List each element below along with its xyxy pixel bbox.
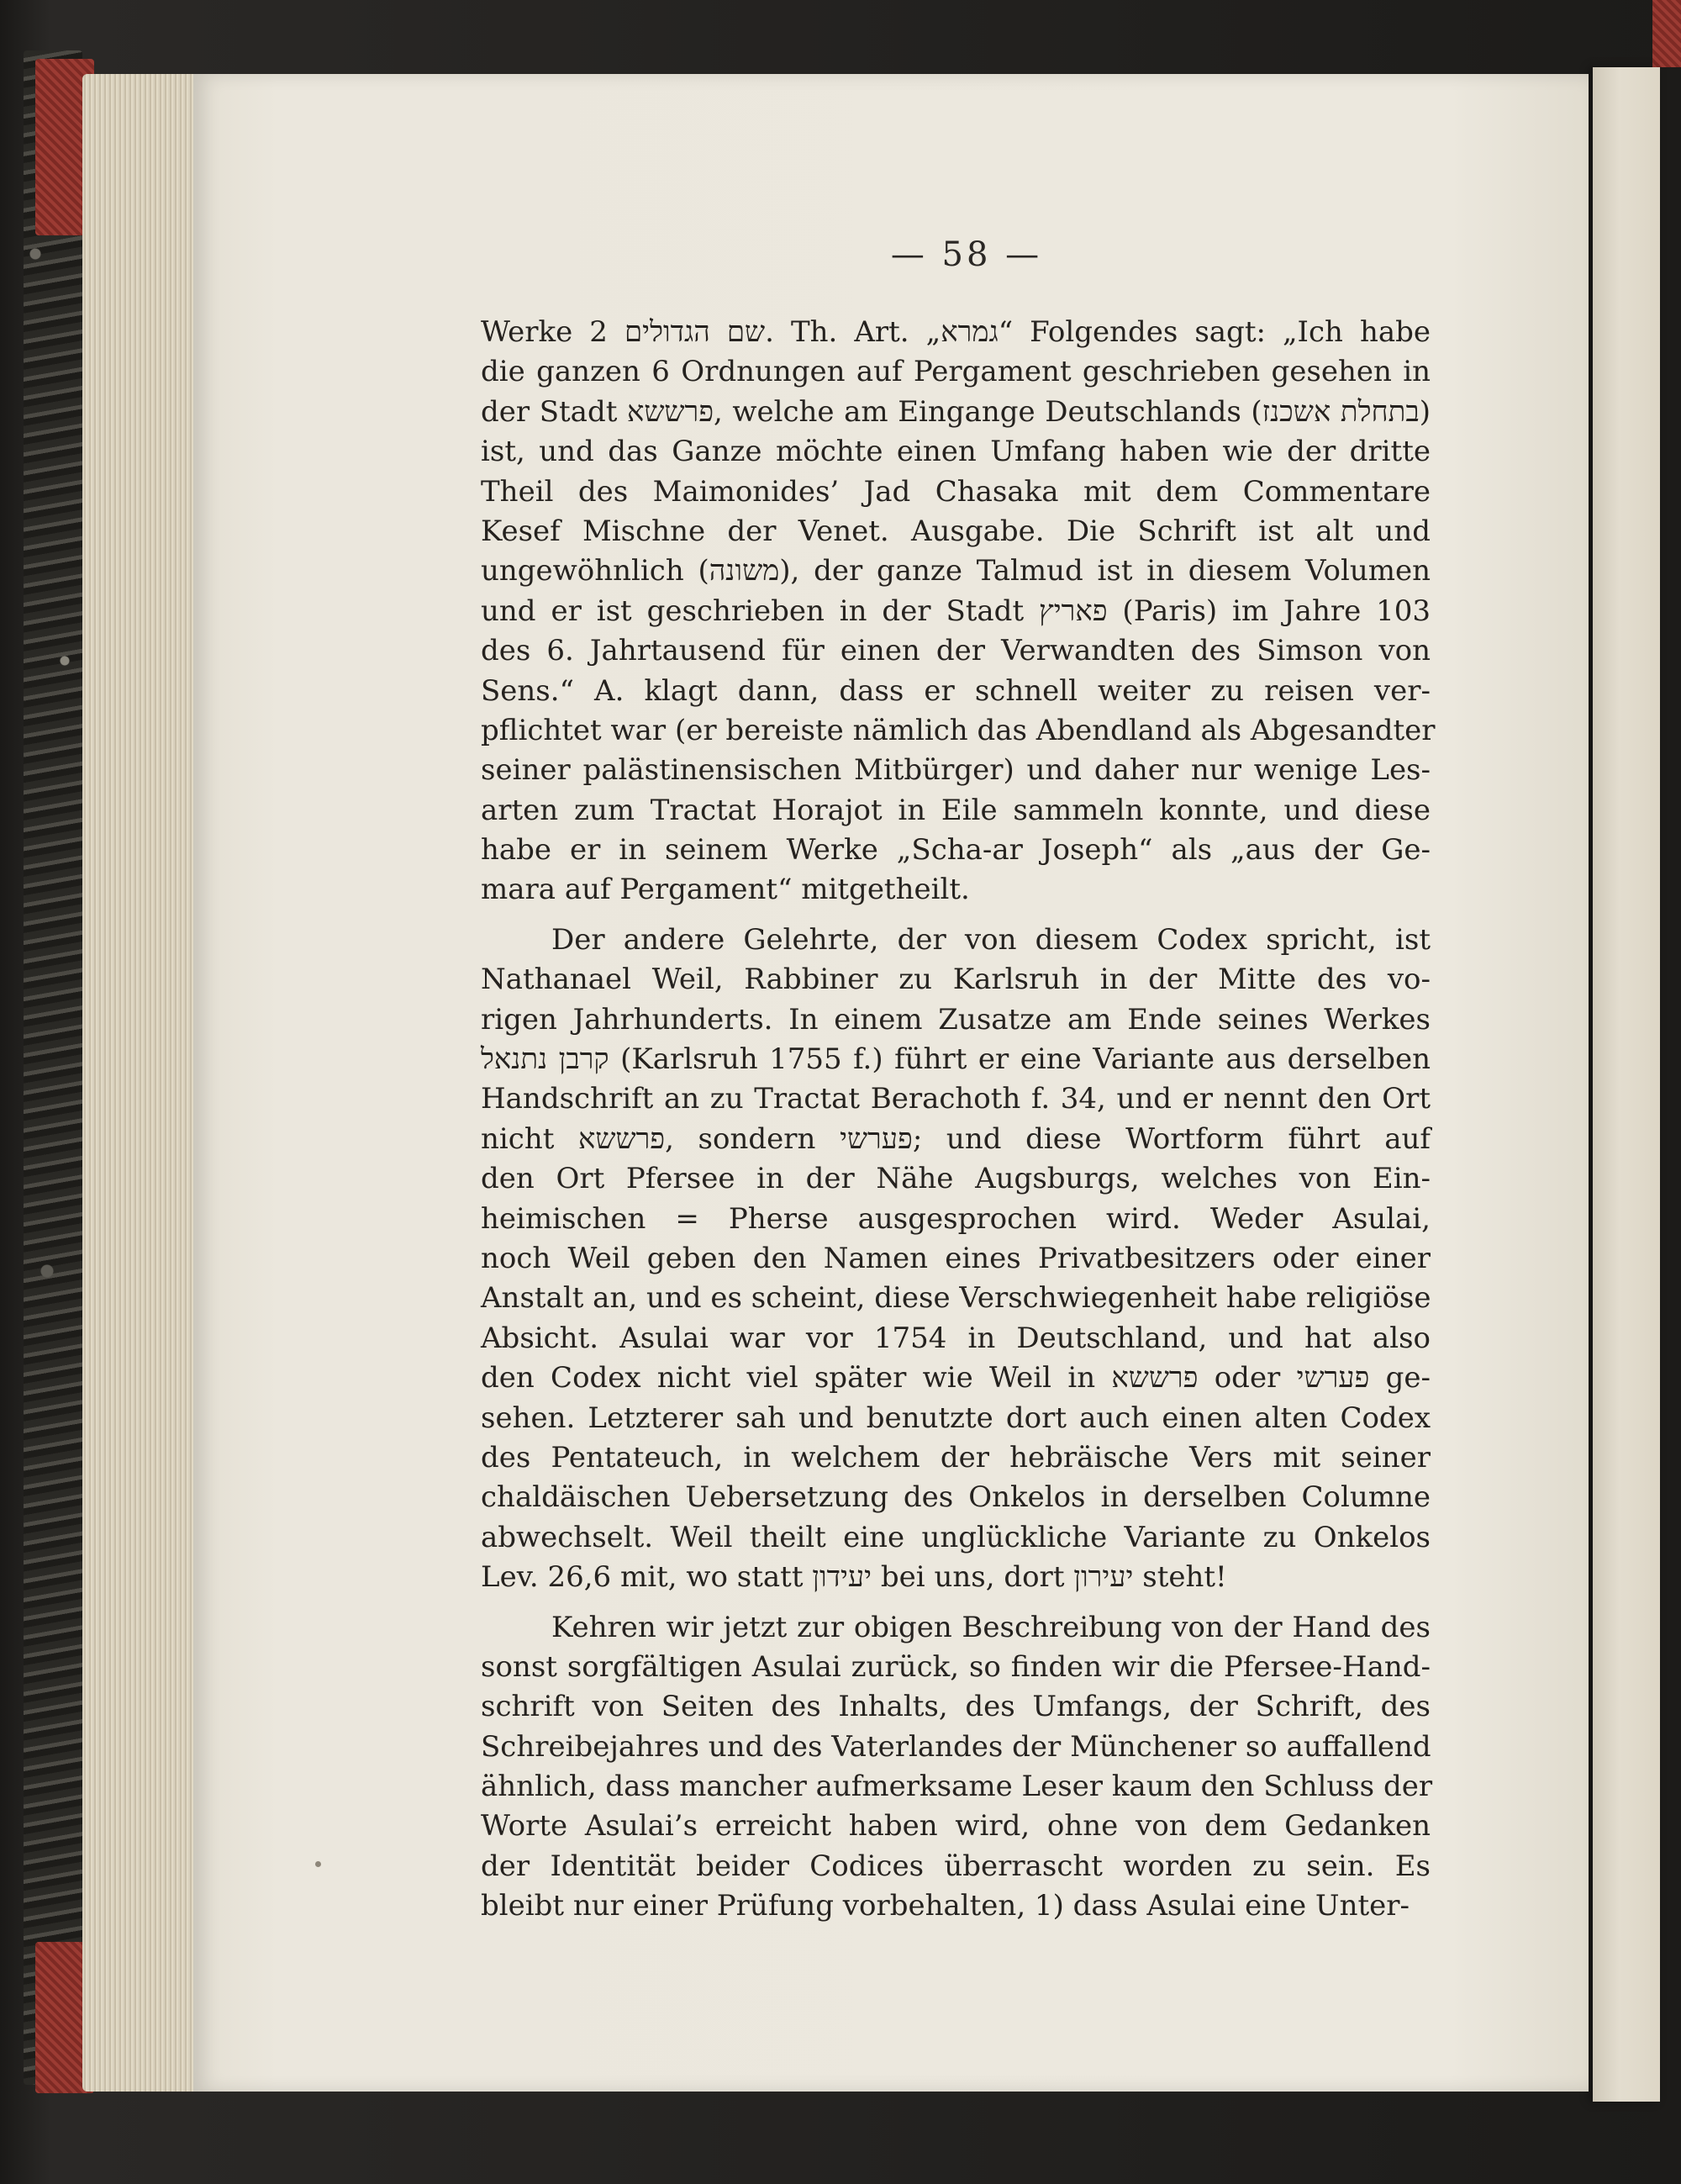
text-line: sehen. Letzterer sah und benutzte dort auch einen alten Codex: [481, 1401, 1431, 1435]
text-line: heimischen = Pherse ausgesprochen wird. Weder Asulai,: [481, 1201, 1431, 1236]
text-line: Sens.“ A. klagt dann, dass er schnell weiter zu reisen ver-: [481, 673, 1431, 708]
body-text: [481, 313, 1436, 1927]
text-line: und er ist geschrieben in der Stadt פאריץ (Paris) im Jahre 103: [481, 593, 1431, 628]
text-line: seiner palästinensischen Mitbürger) und daher nur wenige Les-: [481, 753, 1431, 788]
text-line: Handschrift an zu Tractat Berachoth f. 34, und er nennt den Ort: [481, 1082, 1431, 1116]
text-line: arten zum Tractat Horajot in Eile sammeln konnte, und diese: [481, 793, 1431, 827]
marbled-binding: [24, 50, 82, 2085]
binding-corner-right: [1652, 0, 1681, 67]
text-line: den Ort Pfersee in der Nähe Augsburgs, welches von Ein-: [481, 1162, 1431, 1196]
text-line: rigen Jahrhunderts. In einem Zusatze am Ende seines Werkes: [481, 1002, 1431, 1037]
paragraph-gap: [481, 1598, 1431, 1608]
text-line: bleibt nur einer Prüfung vorbehalten, 1) dass Asulai eine Unter-: [481, 1889, 1410, 1923]
text-line: nicht פרששא, sondern פערשי; und diese Wortform führt auf: [481, 1121, 1431, 1156]
text-line: Absicht. Asulai war vor 1754 in Deutschland, und hat also: [481, 1321, 1431, 1355]
paragraph: [481, 313, 1436, 910]
text-line: Theil des Maimonides’ Jad Chasaka mit dem Commentare: [481, 474, 1431, 509]
text-line: ungewöhnlich (משונה), der ganze Talmud ist in diesem Volumen: [481, 554, 1431, 588]
text-line: ähnlich, dass mancher aufmerksame Leser kaum den Schluss der: [481, 1770, 1433, 1804]
text-line: Kesef Mischne der Venet. Ausgabe. Die Schrift ist alt und: [481, 514, 1431, 548]
text-line: Anstalt an, und es scheint, diese Verschwiegenheit habe religiöse: [481, 1281, 1431, 1316]
page-edges: [82, 74, 200, 2092]
text-line: ist, und das Ganze möchte einen Umfang haben wie der dritte: [481, 435, 1431, 469]
text-line: mara auf Pergament“ mitgetheilt.: [481, 873, 970, 907]
text-line: den Codex nicht viel später wie Weil in פרששא oder פערשי ge-: [481, 1361, 1431, 1395]
text-line: Nathanael Weil, Rabbiner zu Karlsruh in der Mitte des vo-: [481, 963, 1431, 997]
page-number: — 58 —: [890, 235, 1043, 274]
text-line: sonst sorgfältigen Asulai zurück, so finden wir die Pfersee-Hand-: [481, 1649, 1431, 1684]
text-line: Kehren wir jetzt zur obigen Beschreibung von der Hand des: [551, 1610, 1431, 1644]
text-line: Worte Asulai’s erreicht haben wird, ohne von dem Gedanken: [481, 1809, 1431, 1844]
text-line: des Pentateuch, in welchem der hebräische Vers mit seiner: [481, 1440, 1431, 1474]
facing-page-edge: [1593, 67, 1660, 2102]
paragraph: [481, 921, 1431, 1598]
text-line: Der andere Gelehrte, der von diesem Codex spricht, ist: [551, 922, 1431, 957]
text-line: die ganzen 6 Ordnungen auf Pergament geschrieben gesehen in: [481, 355, 1431, 389]
text-line: abwechselt. Weil theilt eine unglückliche Variante zu Onkelos: [481, 1520, 1431, 1554]
text-line: habe er in seinem Werke „Scha-ar Joseph“ als „aus der Ge-: [481, 833, 1431, 868]
text-line: chaldäischen Uebersetzung des Onkelos in derselben Columne: [481, 1480, 1431, 1515]
text-line: der Identität beider Codices überrascht worden zu sein. Es: [481, 1849, 1431, 1883]
text-line: pflichtet war (er bereiste nämlich das Abendland als Abgesandter: [481, 713, 1436, 747]
text-line: der Stadt פרששא, welche am Eingange Deutschlands (בתחלת אשכנז): [481, 394, 1431, 429]
text-line: des 6. Jahrtausend für einen der Verwandten des Simson von: [481, 634, 1431, 668]
page-speck: [315, 1861, 321, 1867]
text-line: קרבן נתנאל (Karlsruh 1755 f.) führt er eine Variante aus derselben: [481, 1042, 1431, 1077]
text-line: Werke שם הגדולים 2. Th. Art. „גמרא“ Folgendes sagt: „Ich habe: [481, 315, 1431, 349]
text-line: Lev. 26,6 mit, wo statt יעידון bei uns, dort יעירון steht!: [481, 1560, 1227, 1595]
text-line: noch Weil geben den Namen eines Privatbesitzers oder einer: [481, 1241, 1431, 1275]
text-line: Schreibejahres und des Vaterlandes der Münchener so auffallend: [481, 1729, 1431, 1764]
paragraph-gap: [481, 910, 1431, 921]
paragraph: [481, 1608, 1431, 1927]
text-line: schrift von Seiten des Inhalts, des Umfangs, der Schrift, des: [481, 1690, 1431, 1724]
